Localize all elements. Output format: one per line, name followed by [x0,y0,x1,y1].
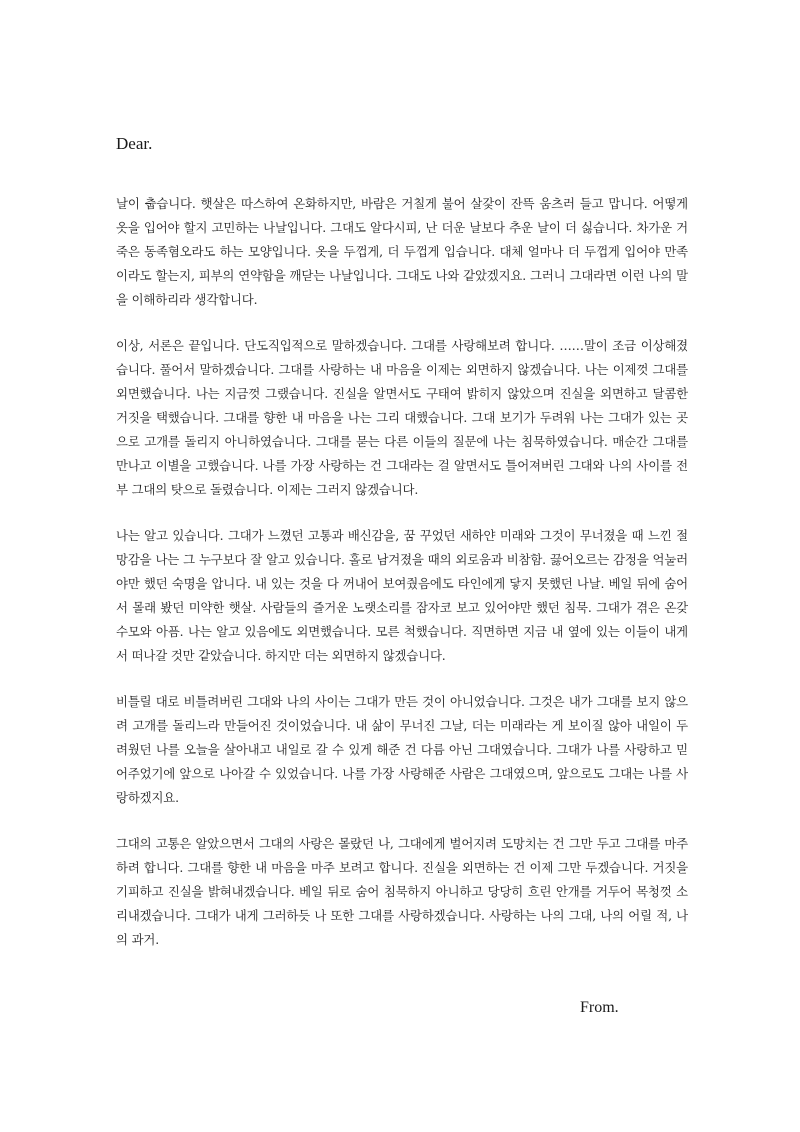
letter-paragraph-3: 나는 알고 있습니다. 그대가 느꼈던 고통과 배신감을, 꿈 꾸었던 새하얀 미래와 그것이 무너졌을 때 느낀 절망감을 나는 그 누구보다 잘 알고 있습니다. 홀로 남겨졌을 때의 외로움과 비참함. 끓어오르는 감정을 억눌러야만 했던 숙명을 압니다. 내 있는 것을 다 꺼내어 보여줬음에도 타인에게 닿지 못했던 나날. 베일 뒤에 숨어서 몰래 봤던 미약한 햇살. 사람들의 즐거운 노랫소리를 잠자코 보고 있어야만 했던 침묵. 그대가 겪은 온갖 수모와 아픔. 나는 알고 있음에도 외면했습니다. 모른 척했습니다. 직면하면 지금 내 옆에 있는 이들이 내게서 떠나갈 것만 같았습니다. 하지만 더는 외면하지 않겠습니다. [116,528,688,663]
letter-paragraph-4: 비틀릴 대로 비틀려버린 그대와 나의 사이는 그대가 만든 것이 아니었습니다. 그것은 내가 그대를 보지 않으려 고개를 돌리느라 만들어진 것이었습니다. 내 삶이 무너진 그날, 더는 미래라는 게 보이질 않아 내일이 두려웠던 나를 오늘을 살아내고 내일로 갈 수 있게 해준 건 다름 아닌 그대였습니다. 그대가 나를 사랑하고 믿어주었기에 앞으로 나아갈 수 있었습니다. 나를 가장 사랑해준 사람은 그대였으며, 앞으로도 그대는 나를 사랑하겠지요. [116,694,688,805]
letter-paragraph-2: 이상, 서론은 끝입니다. 단도직입적으로 말하겠습니다. 그대를 사랑해보려 합니다. ……말이 조금 이상해졌습니다. 풀어서 말하겠습니다. 그대를 사랑하는 내 마음을 이제는 외면하지 않겠습니다. 나는 이제껏 그대를 외면했습니다. 나는 지금껏 그랬습니다. 진실을 알면서도 구태여 밝히지 않았으며 진실을 외면하고 달콤한 거짓을 택했습니다. 그대를 향한 내 마음을 나는 그리 대했습니다. 그대 보기가 두려워 나는 그대가 있는 곳으로 고개를 돌리지 아니하였습니다. 그대를 묻는 다른 이들의 질문에 나는 침묵하였습니다. 매순간 그대를 만나고 이별을 고했습니다. 나를 가장 사랑하는 건 그대라는 걸 알면서도 틀어져버린 그대와 나의 사이를 전부 그대의 탓으로 돌렸습니다. 이제는 그러지 않겠습니다. [116,338,688,497]
letter-paragraph-1: 날이 춥습니다. 햇살은 따스하여 온화하지만, 바람은 거칠게 불어 살갗이 잔뜩 움츠러 들고 맙니다. 어떻게 옷을 입어야 할지 고민하는 나날입니다. 그대도 알다시피, 난 더운 날보다 추운 날이 더 싫습니다. 차가운 거죽은 동족혐오라도 하는 모양입니다. 옷을 두껍게, 더 두껍게 입습니다. 대체 얼마나 더 두껍게 입어야 만족이라도 할는지, 피부의 연약함을 깨닫는 나날입니다. 그대도 나와 같았겠지요. 그러니 그대라면 이런 나의 말을 이해하리라 생각합니다. [116,196,688,307]
letter-salutation: Dear. [116,134,153,153]
letter-signoff: From. [580,999,619,1016]
letter-body [116,192,688,974]
letter-paragraph-5: 그대의 고통은 알았으면서 그대의 사랑은 몰랐던 나, 그대에게 벌어지려 도망치는 건 그만 두고 그대를 마주하려 합니다. 그대를 향한 내 마음을 마주 보려고 합니다. 진실을 외면하는 건 이제 그만 두겠습니다. 거짓을 기피하고 진실을 밝혀내겠습니다. 베일 뒤로 숨어 침묵하지 아니하고 당당히 흐린 안개를 거두어 목청껏 소리내겠습니다. 그대가 내게 그러하듯 나 또한 그대를 사랑하겠습니다. 사랑하는 나의 그대, 나의 어릴 적, 나의 과거. [116,836,688,947]
